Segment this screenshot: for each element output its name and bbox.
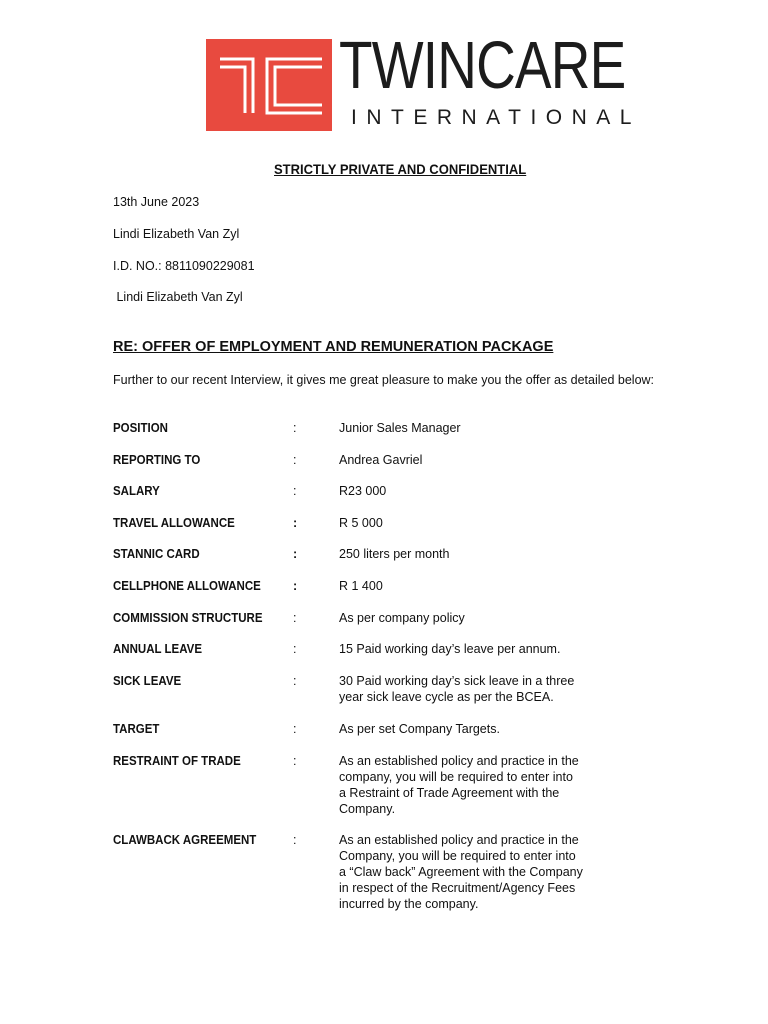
term-value: As an established policy and practice in the Company, you will be required to enter into a “Claw back” Agreement with the Company in respect of the Recruitment/Agency Fees incurred by the company. <box>339 833 583 911</box>
term-separator: : <box>293 453 297 467</box>
term-separator: : <box>293 674 297 688</box>
logo-name: TWINCARE <box>339 28 626 103</box>
term-value: 30 Paid working day’s sick leave in a three year sick leave cycle as per the BCEA. <box>339 674 575 704</box>
term-value: R 5 000 <box>339 516 383 530</box>
logo-subtitle: INTERNATIONAL <box>351 106 641 129</box>
term-separator: : <box>293 722 297 736</box>
term-value: R 1 400 <box>339 579 383 593</box>
term-label: COMMISSION STRUCTURE <box>113 611 263 625</box>
term-separator: : <box>293 484 297 498</box>
term-separator: : <box>293 754 297 768</box>
term-label: SICK LEAVE <box>113 674 182 688</box>
term-label: RESTRAINT OF TRADE <box>113 754 241 768</box>
term-value: 250 liters per month <box>339 547 450 561</box>
recipient-name-repeat: Lindi Elizabeth Van Zyl <box>113 290 243 304</box>
term-label: TRAVEL ALLOWANCE <box>113 516 235 530</box>
company-logo <box>206 28 641 131</box>
letter-date: 13th June 2023 <box>113 195 200 209</box>
term-separator: : <box>293 611 297 625</box>
term-label: CELLPHONE ALLOWANCE <box>113 579 261 593</box>
term-label: TARGET <box>113 722 160 736</box>
term-separator: : <box>293 579 298 593</box>
term-value: 15 Paid working day’s leave per annum. <box>339 642 561 656</box>
term-value: R23 000 <box>339 484 387 498</box>
term-value: As an established policy and practice in the company, you will be required to enter into a Restraint of Trade Agreement with the Company. <box>339 754 579 816</box>
term-separator: : <box>293 547 298 561</box>
re-heading: RE: OFFER OF EMPLOYMENT AND REMUNERATION PACKAGE <box>113 339 554 355</box>
tc-logo-icon <box>206 39 332 131</box>
term-label: STANNIC CARD <box>113 547 200 561</box>
term-label: REPORTING TO <box>113 453 201 467</box>
term-separator: : <box>293 833 297 847</box>
term-separator: : <box>293 642 297 656</box>
term-label: ANNUAL LEAVE <box>113 642 203 656</box>
term-value: Andrea Gavriel <box>339 453 423 467</box>
id-number: I.D. NO.: 8811090229081 <box>113 259 255 273</box>
term-label: CLAWBACK AGREEMENT <box>113 833 257 847</box>
term-label: SALARY <box>113 484 160 498</box>
recipient-name: Lindi Elizabeth Van Zyl <box>113 227 240 241</box>
term-label: POSITION <box>113 421 168 435</box>
term-value: Junior Sales Manager <box>339 421 461 435</box>
term-value: As per company policy <box>339 611 465 625</box>
term-value: As per set Company Targets. <box>339 722 500 736</box>
intro-paragraph: Further to our recent Interview, it gives me great pleasure to make you the offer as detailed below: <box>113 373 655 387</box>
term-separator: : <box>293 516 298 530</box>
confidential-heading: STRICTLY PRIVATE AND CONFIDENTIAL <box>274 161 527 177</box>
term-separator: : <box>293 421 297 435</box>
